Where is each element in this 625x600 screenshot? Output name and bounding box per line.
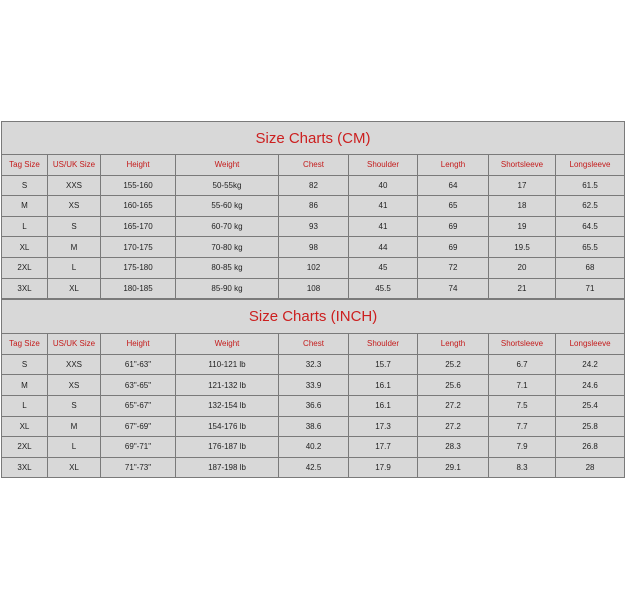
size-chart (1, 121, 611, 478)
table-row (2, 257, 625, 278)
table-cell: 15.7 (349, 354, 418, 375)
table-cell: 82 (279, 175, 349, 196)
table-cell: XL (2, 237, 48, 258)
table-cell: 27.2 (418, 395, 489, 416)
table-cell: 3XL (2, 457, 48, 478)
table-cell: 17.7 (349, 437, 418, 458)
column-header: Height (101, 155, 176, 176)
table-cell: 102 (279, 257, 349, 278)
column-header: US/UK Size (48, 155, 101, 176)
table-cell: 28.3 (418, 437, 489, 458)
size-chart-cm (1, 121, 611, 299)
table-cell: 70-80 kg (176, 237, 279, 258)
column-header: Shoulder (349, 334, 418, 355)
column-header: Tag Size (2, 155, 48, 176)
table-cell: 24.2 (556, 354, 625, 375)
table-cell: M (2, 375, 48, 396)
table-cell: 108 (279, 278, 349, 299)
table-cell: 41 (349, 216, 418, 237)
table-cell: 165-170 (101, 216, 176, 237)
table-cell: 74 (418, 278, 489, 299)
table-cell: 6.7 (489, 354, 556, 375)
table-row (2, 416, 625, 437)
table-cell: 65.5 (556, 237, 625, 258)
table-cell: 20 (489, 257, 556, 278)
table-cell: XL (48, 457, 101, 478)
table-row (2, 457, 625, 478)
table-cell: 18 (489, 196, 556, 217)
inch-header-row (2, 334, 625, 355)
table-row (2, 175, 625, 196)
table-cell: 80-85 kg (176, 257, 279, 278)
table-cell: 155-160 (101, 175, 176, 196)
table-cell: 33.9 (279, 375, 349, 396)
table-cell: XXS (48, 354, 101, 375)
table-cell: 36.6 (279, 395, 349, 416)
table-cell: 40 (349, 175, 418, 196)
table-cell: 65"-67" (101, 395, 176, 416)
table-cell: 29.1 (418, 457, 489, 478)
table-cell: 64.5 (556, 216, 625, 237)
column-header: Shortsleeve (489, 334, 556, 355)
table-cell: 32.3 (279, 354, 349, 375)
column-header: Chest (279, 155, 349, 176)
table-cell: 7.7 (489, 416, 556, 437)
table-cell: 40.2 (279, 437, 349, 458)
table-cell: 65 (418, 196, 489, 217)
table-cell: 21 (489, 278, 556, 299)
table-cell: M (48, 416, 101, 437)
table-cell: XS (48, 375, 101, 396)
size-table-inch (1, 299, 625, 478)
cm-header-row (2, 155, 625, 176)
table-cell: 68 (556, 257, 625, 278)
table-cell: 69"-71" (101, 437, 176, 458)
table-cell: 69 (418, 237, 489, 258)
table-row (2, 216, 625, 237)
table-cell: XL (48, 278, 101, 299)
size-chart-inch (1, 299, 611, 478)
table-cell: 71"-73" (101, 457, 176, 478)
table-cell: 17 (489, 175, 556, 196)
table-cell: 132-154 lb (176, 395, 279, 416)
table-row (2, 437, 625, 458)
table-cell: S (2, 175, 48, 196)
table-cell: 7.5 (489, 395, 556, 416)
table-cell: 154-176 lb (176, 416, 279, 437)
column-header: Weight (176, 155, 279, 176)
table-row (2, 395, 625, 416)
table-row (2, 278, 625, 299)
table-cell: 69 (418, 216, 489, 237)
column-header: Shortsleeve (489, 155, 556, 176)
table-cell: 17.9 (349, 457, 418, 478)
column-header: Chest (279, 334, 349, 355)
table-cell: 86 (279, 196, 349, 217)
table-cell: 2XL (2, 437, 48, 458)
column-header: Length (418, 334, 489, 355)
size-chart-inch-title: Size Charts (INCH) (2, 300, 625, 334)
table-cell: 25.4 (556, 395, 625, 416)
table-cell: 2XL (2, 257, 48, 278)
table-cell: 7.1 (489, 375, 556, 396)
table-cell: 38.6 (279, 416, 349, 437)
column-header: Weight (176, 334, 279, 355)
column-header: Length (418, 155, 489, 176)
table-cell: 60-70 kg (176, 216, 279, 237)
table-cell: XXS (48, 175, 101, 196)
table-cell: 55-60 kg (176, 196, 279, 217)
table-cell: L (48, 257, 101, 278)
table-cell: 42.5 (279, 457, 349, 478)
table-row (2, 354, 625, 375)
table-cell: XL (2, 416, 48, 437)
size-chart-cm-title: Size Charts (CM) (2, 122, 625, 155)
table-cell: 25.2 (418, 354, 489, 375)
size-table-cm (1, 121, 625, 299)
table-cell: 25.8 (556, 416, 625, 437)
table-cell: 24.6 (556, 375, 625, 396)
column-header: Longsleeve (556, 334, 625, 355)
table-row (2, 237, 625, 258)
table-cell: S (2, 354, 48, 375)
table-cell: 67"-69" (101, 416, 176, 437)
size-table-cm-body (2, 122, 625, 299)
table-cell: 3XL (2, 278, 48, 299)
table-cell: 44 (349, 237, 418, 258)
table-cell: 61"-63" (101, 354, 176, 375)
table-cell: 71 (556, 278, 625, 299)
size-table-inch-body (2, 300, 625, 478)
table-cell: 61.5 (556, 175, 625, 196)
table-cell: 63"-65" (101, 375, 176, 396)
table-cell: 170-175 (101, 237, 176, 258)
table-cell: 50-55kg (176, 175, 279, 196)
table-cell: 85-90 kg (176, 278, 279, 299)
table-cell: 16.1 (349, 395, 418, 416)
column-header: US/UK Size (48, 334, 101, 355)
table-cell: 16.1 (349, 375, 418, 396)
table-cell: 175-180 (101, 257, 176, 278)
table-cell: S (48, 216, 101, 237)
table-cell: 8.3 (489, 457, 556, 478)
table-cell: 26.8 (556, 437, 625, 458)
table-cell: M (48, 237, 101, 258)
table-cell: L (48, 437, 101, 458)
table-cell: 7.9 (489, 437, 556, 458)
table-cell: 19 (489, 216, 556, 237)
table-cell: M (2, 196, 48, 217)
column-header: Tag Size (2, 334, 48, 355)
table-cell: 19.5 (489, 237, 556, 258)
table-cell: 28 (556, 457, 625, 478)
table-cell: 17.3 (349, 416, 418, 437)
table-cell: 180-185 (101, 278, 176, 299)
table-cell: 72 (418, 257, 489, 278)
table-cell: 121-132 lb (176, 375, 279, 396)
table-cell: 98 (279, 237, 349, 258)
table-cell: 64 (418, 175, 489, 196)
table-cell: L (2, 395, 48, 416)
column-header: Shoulder (349, 155, 418, 176)
column-header: Height (101, 334, 176, 355)
table-cell: XS (48, 196, 101, 217)
table-cell: 110-121 lb (176, 354, 279, 375)
table-cell: 187-198 lb (176, 457, 279, 478)
table-cell: 25.6 (418, 375, 489, 396)
table-row (2, 375, 625, 396)
column-header: Longsleeve (556, 155, 625, 176)
table-cell: 93 (279, 216, 349, 237)
table-cell: 176-187 lb (176, 437, 279, 458)
table-cell: 27.2 (418, 416, 489, 437)
table-cell: L (2, 216, 48, 237)
table-cell: 45.5 (349, 278, 418, 299)
table-cell: 62.5 (556, 196, 625, 217)
table-cell: S (48, 395, 101, 416)
table-cell: 41 (349, 196, 418, 217)
table-cell: 45 (349, 257, 418, 278)
table-row (2, 196, 625, 217)
table-cell: 160-165 (101, 196, 176, 217)
